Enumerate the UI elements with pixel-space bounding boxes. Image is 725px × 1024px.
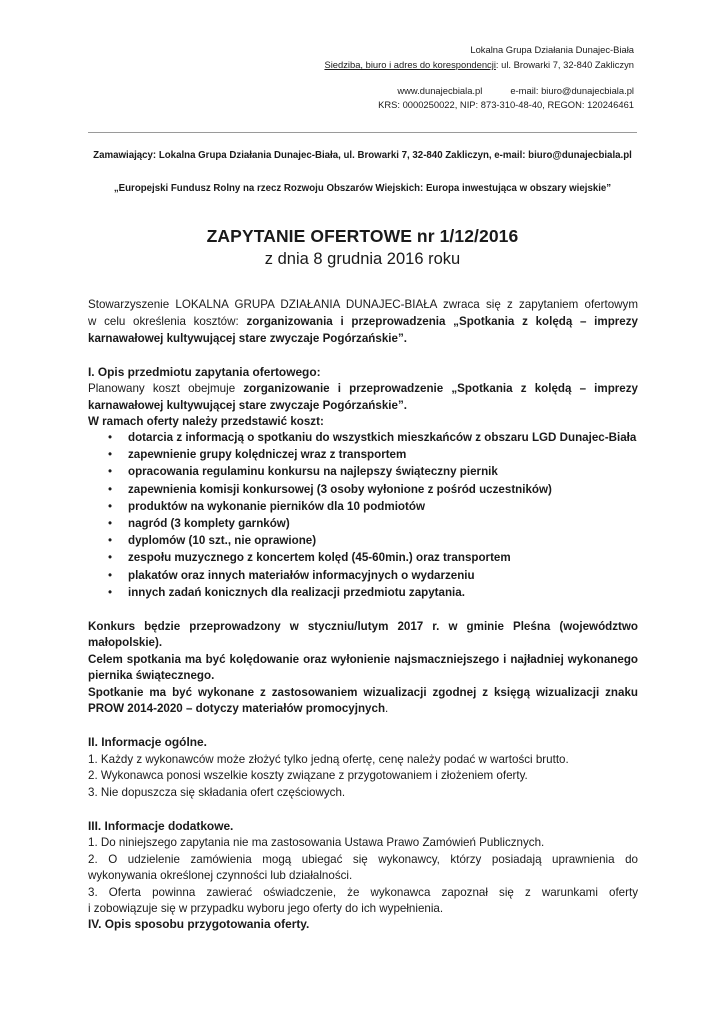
header-contact <box>397 84 634 98</box>
list-item-text: nagród (3 komplety garnków) <box>128 517 290 531</box>
intro-line-2 <box>88 313 638 330</box>
intro-line-2-bold: zorganizowania i przeprowadzenia „Spotkania z kolędą – imprezy <box>246 315 638 328</box>
list-item <box>108 584 636 601</box>
contest-line-6-plain: . <box>385 702 389 715</box>
section-2-item-3: 3. Nie dopuszcza się składania ofert częściowych. <box>88 786 346 799</box>
list-item <box>108 463 636 480</box>
header-www-link[interactable]: www.dunajecbiala.pl <box>397 85 483 96</box>
section-1-heading: I. Opis przedmiotu zapytania ofertowego: <box>88 365 321 379</box>
section-3-heading: III. Informacje dodatkowe. <box>88 819 234 833</box>
contest-line-1: Konkurs będzie przeprowadzony w styczniu/lutym 2017 r. w gminie Pleśna (województwo <box>88 620 638 633</box>
contest-line-2: małopolskie). <box>88 636 163 649</box>
list-item-text: zapewnienie grupy kolędniczej wraz z transportem <box>128 448 407 462</box>
list-item <box>108 515 636 532</box>
section-1-line-1 <box>88 380 638 397</box>
header-email-link[interactable]: e-mail: biuro@dunajecbiala.pl <box>510 85 634 96</box>
bullet-icon: • <box>108 499 113 513</box>
bullet-icon: • <box>108 482 113 496</box>
list-item-text: plakatów oraz innych materiałów informacyjnych o wydarzeniu <box>128 568 475 582</box>
bullet-icon: • <box>108 551 113 565</box>
ordering-party: Zamawiający: Lokalna Grupa Działania Dunajec-Biała, ul. Browarki 7, 32-840 Zakliczyn, e-mail: biuro@dunajecbiala.pl <box>93 150 632 161</box>
list-item <box>108 429 636 446</box>
intro-line-2-plain: w celu określenia kosztów: <box>88 315 247 328</box>
list-item-text: innych zadań konicznych dla realizacji przedmiotu zapytania. <box>128 585 465 599</box>
contest-line-3: Celem spotkania ma być kolędowanie oraz wyłonienie najsmaczniejszego i najładniej wykonanego <box>88 653 638 666</box>
fund-name: „Europejski Fundusz Rolny na rzecz Rozwoju Obszarów Wiejskich: Europa inwestująca w obszary wiejskie” <box>113 183 612 194</box>
list-item <box>108 549 636 566</box>
intro-line-1: Stowarzyszenie LOKALNA GRUPA DZIAŁANIA DUNAJEC-BIAŁA zwraca się z zapytaniem ofertowym <box>88 298 638 311</box>
bullet-icon: • <box>108 568 113 582</box>
section-2-item-2: 2. Wykonawca ponosi wszelkie koszty związane z przygotowaniem i złożeniem oferty. <box>88 769 528 782</box>
bullet-icon: • <box>108 534 113 548</box>
contest-line-5: Spotkanie ma być wykonane z zastosowaniem wizualizacji zgodnej z księgą wizualizacji znaku <box>88 686 638 699</box>
header-divider <box>88 132 637 133</box>
list-item <box>108 446 636 463</box>
section-1-line-1-plain: Planowany koszt obejmuje <box>88 382 244 395</box>
header-org: Lokalna Grupa Działania Dunajec-Biała <box>470 44 634 55</box>
section-2-item-1: 1. Każdy z wykonawców może złożyć tylko jedną ofertę, cenę należy podać w wartości brutto. <box>88 753 569 766</box>
list-item-text: dyplomów (10 szt., nie oprawione) <box>128 534 317 548</box>
header-seat-address: : ul. Browarki 7, 32-840 Zakliczyn <box>495 59 634 70</box>
section-3-line-3: wykonywania określonej czynności lub działalności. <box>88 869 353 882</box>
header-seat <box>324 58 634 72</box>
contest-line-6-bold: PROW 2014-2020 – dotyczy materiałów promocyjnych <box>88 702 386 715</box>
list-item <box>108 532 636 549</box>
bullet-icon: • <box>108 585 113 599</box>
list-item <box>108 498 636 515</box>
cost-items-list <box>108 429 636 601</box>
page-title: ZAPYTANIE OFERTOWE nr 1/12/2016 <box>206 226 519 246</box>
list-item-text: dotarcia z informacją o spotkaniu do wszystkich mieszkańców z obszaru LGD Dunajec-Biała <box>128 431 637 444</box>
section-1-line-1-bold: zorganizowanie i przeprowadzenie „Spotkania z kolędą – imprezy <box>243 382 639 395</box>
bullet-icon: • <box>108 465 113 479</box>
page-subtitle: z dnia 8 grudnia 2016 roku <box>264 250 461 268</box>
list-item-text: zapewnienia komisji konkursowej (3 osoby wyłonione z pośród uczestników) <box>128 482 552 496</box>
section-3-line-1: 1. Do niniejszego zapytania nie ma zastosowania Ustawa Prawo Zamówień Publicznych. <box>88 836 545 849</box>
bullet-icon: • <box>108 431 113 444</box>
section-1-line-3: W ramach oferty należy przedstawić koszt: <box>88 415 324 428</box>
section-3-line-2: 2. O udzielenie zamówienia mogą ubiegać się wykonawcy, którzy posiadają uprawnienia do <box>88 853 638 866</box>
list-item <box>108 567 636 584</box>
header-seat-label: Siedziba, biuro i adres do korespondencji <box>324 59 496 70</box>
contest-line-6 <box>88 700 638 717</box>
intro-line-3: karnawałowej kultywującej stare zwyczaje Pogórzańskie”. <box>88 332 407 345</box>
section-1-line-2: karnawałowej kultywującej stare zwyczaje Pogórzańskie”. <box>88 399 407 412</box>
section-4-heading: IV. Opis sposobu przygotowania oferty. <box>88 917 310 931</box>
header-registry: KRS: 0000250022, NIP: 873-310-48-40, REGON: 120246461 <box>378 99 634 110</box>
bullet-icon: • <box>108 448 113 462</box>
section-3-line-5: i zobowiązuje się w przypadku wyboru jego oferty do ich wypełnienia. <box>88 902 444 915</box>
contest-line-4: piernika świątecznego. <box>88 669 215 682</box>
list-item <box>108 481 636 498</box>
section-3-line-4: 3. Oferta powinna zawierać oświadczenie, że wykonawca zapoznał się z warunkami oferty <box>88 886 638 899</box>
list-item-text: opracowania regulaminu konkursu na najlepszy świąteczny piernik <box>128 465 498 479</box>
bullet-icon: • <box>108 517 113 531</box>
list-item-text: zespołu muzycznego z koncertem kolęd (45-60min.) oraz transportem <box>128 551 511 565</box>
section-2-heading: II. Informacje ogólne. <box>88 735 207 749</box>
list-item-text: produktów na wykonanie pierników dla 10 podmiotów <box>128 499 425 513</box>
